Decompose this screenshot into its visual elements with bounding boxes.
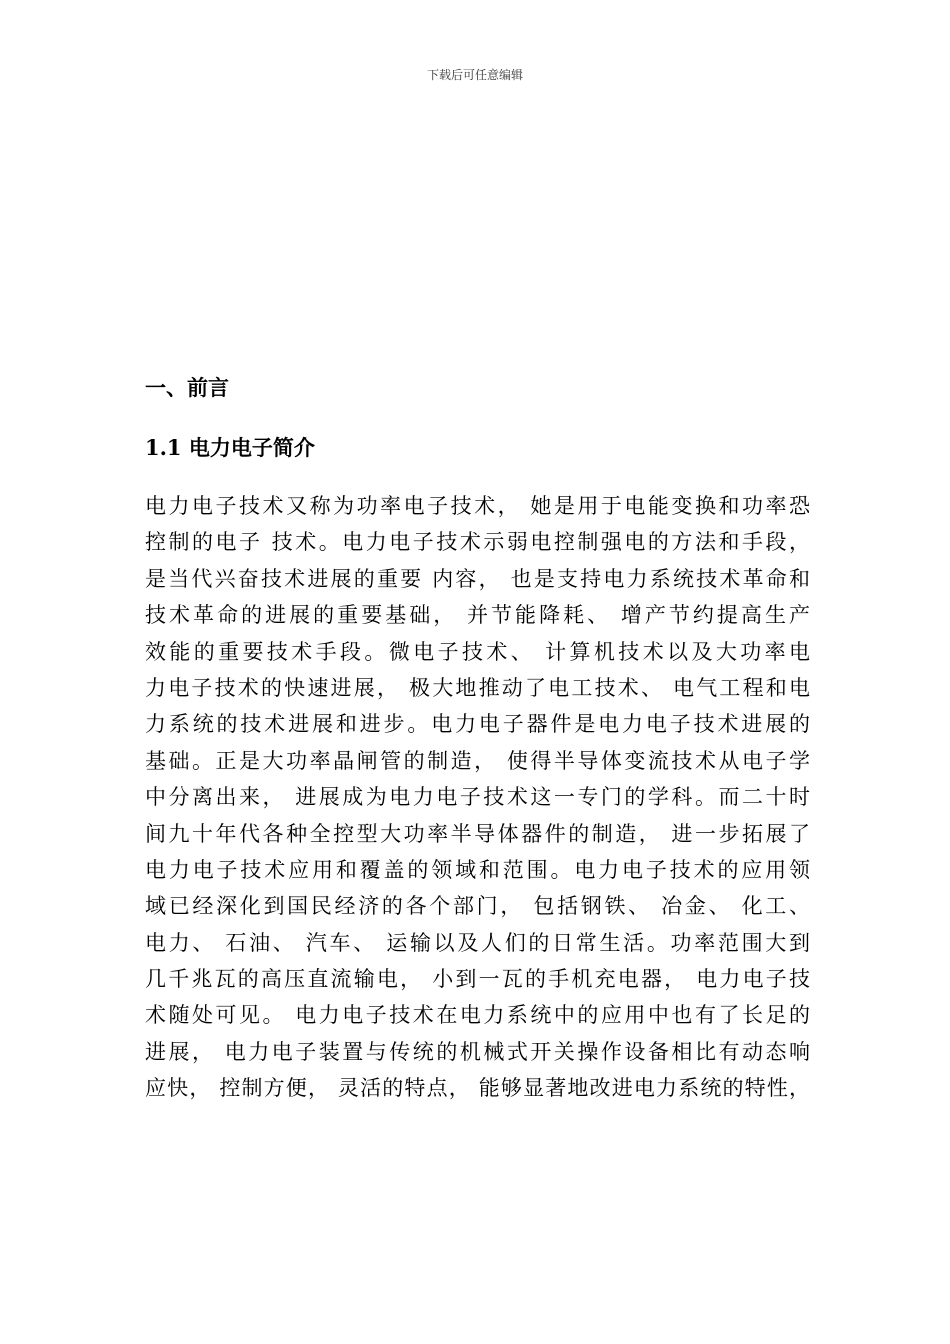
body-line: 间九十年代各种全控型大功率半导体器件的制造， 进一步拓展了 (145, 821, 810, 846)
body-line: 电力电子技术应用和覆盖的领域和范围。电力电子技术的应用领 (145, 857, 810, 882)
body-line: 电力电子技术又称为功率电子技术， 她是用于电能变换和功率恐 (145, 494, 810, 518)
body-line: 域已经深化到国民经济的各个部门， 包括钢铁、 冶金、 化工、 (145, 894, 810, 919)
body-line: 效能的重要技术手段。微电子技术、 计算机技术以及大功率电 (145, 639, 810, 664)
body-line: 力电子技术的快速进展， 极大地推动了电工技术、 电气工程和电 (145, 675, 810, 700)
body-line: 技术革命的进展的重要基础， 并节能降耗、 增产节约提高生产 (145, 603, 810, 628)
header-note: 下载后可任意编辑 (426, 68, 523, 82)
body-line: 控制的电子 技术。电力电子技术示弱电控制强电的方法和手段， (145, 530, 810, 555)
body-line: 力系统的技术进展和进步。电力电子器件是电力电子技术进展的 (145, 712, 810, 737)
body-line: 中分离出来， 进展成为电力电子技术这一专门的学科。而二十时 (145, 785, 810, 810)
body-line: 是当代兴奋技术进展的重要 内容， 也是支持电力系统技术革命和 (145, 566, 810, 591)
section-heading: 一、前言 (145, 375, 229, 400)
body-paragraph (145, 488, 810, 1107)
body-line: 电力、 石油、 汽车、 运输以及人们的日常生活。功率范围大到 (145, 930, 810, 955)
body-line: 术随处可见。 电力电子技术在电力系统中的应用中也有了长足的 (145, 1003, 810, 1028)
body-line: 基础。正是大功率晶闸管的制造， 使得半导体变流技术从电子学 (145, 748, 810, 773)
body-line: 进展， 电力电子装置与传统的机械式开关操作设备相比有动态响 (145, 1039, 810, 1064)
body-line: 应快， 控制方便， 灵活的特点， 能够显著地改进电力系统的特性， (145, 1076, 810, 1101)
body-line: 几千兆瓦的高压直流输电， 小到一瓦的手机充电器， 电力电子技 (145, 967, 810, 992)
subsection-heading: 1.1 电力电子简介 (145, 435, 315, 460)
